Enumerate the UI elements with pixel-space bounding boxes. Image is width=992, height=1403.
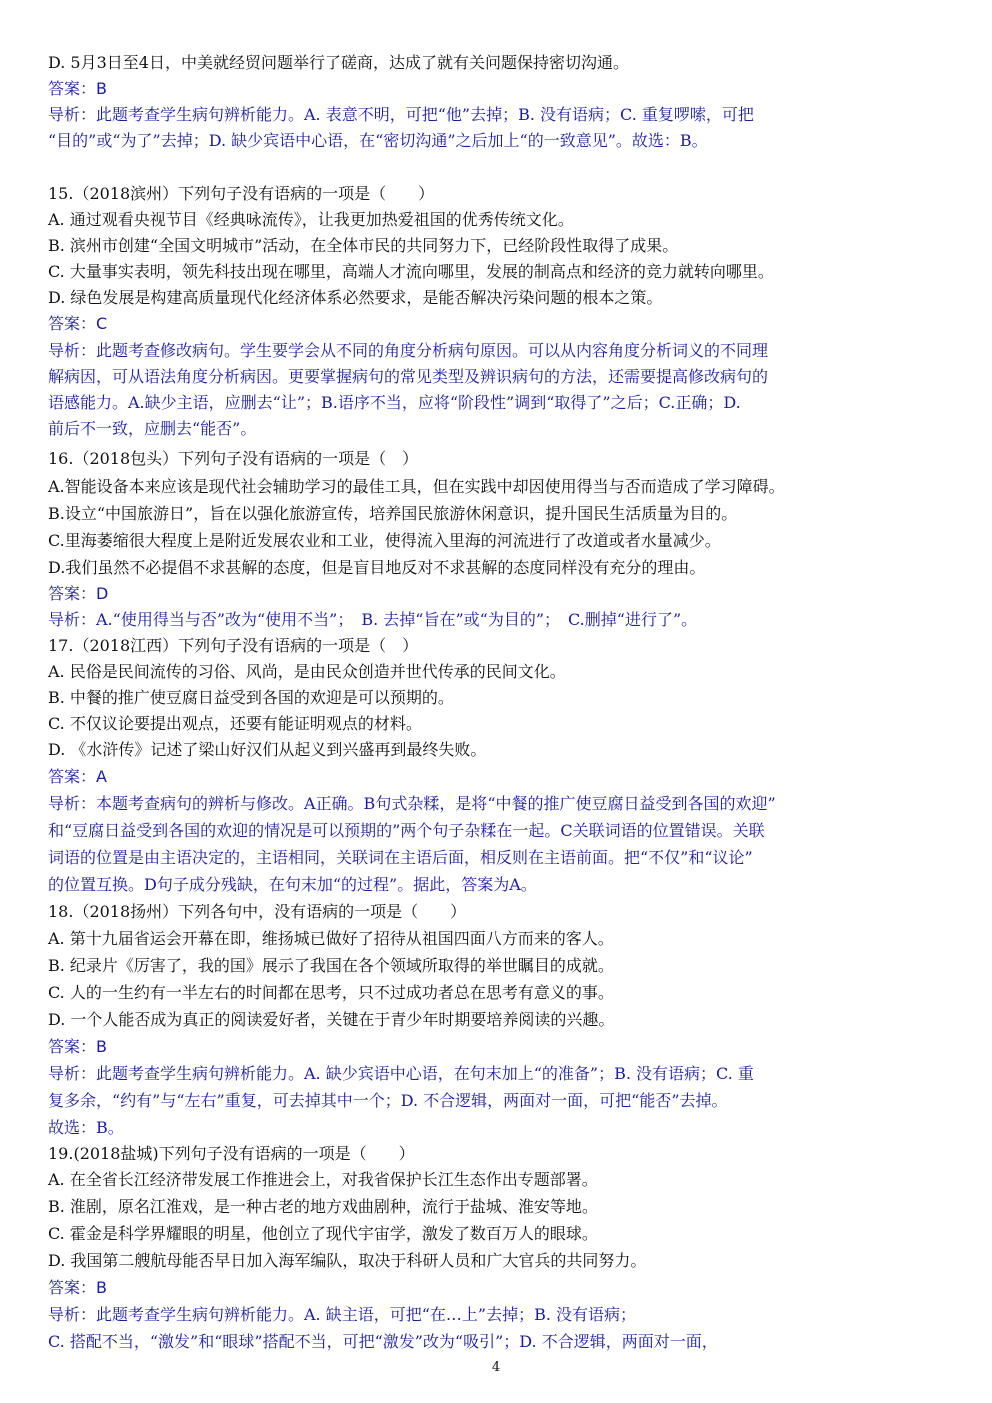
analysis-line: 复多余，“约有”与“左右”重复，可去掉其中一个；D. 不合逻辑，两面对一面，可把“能否”去掉。: [48, 1091, 728, 1110]
analysis-line: 导析：此题考查学生病句辨析能力。A. 表意不明，可把“他”去掉；B. 没有语病；C. 重复啰嗦，可把: [48, 105, 754, 124]
analysis-line: 语感能力。A.缺少主语，应删去“让”；B.语序不当，应将“阶段性”调到“取得了”之后；C.正确；D.: [48, 393, 741, 412]
option-line: B. 淮剧，原名江淮戏，是一种古老的地方戏曲剧种，流行于盐城、淮安等地。: [48, 1197, 598, 1216]
answer-line: 答案：B: [48, 79, 107, 98]
analysis-line: “目的”或“为了”去掉；D. 缺少宾语中心语，在“密切沟通”之后加上“的一致意见”。故选：B。: [48, 131, 708, 150]
option-line: A. 通过观看央视节目《经典咏流传》，让我更加热爱祖国的优秀传统文化。: [48, 210, 574, 229]
option-line: C.里海萎缩很大程度上是附近发展农业和工业，使得流入里海的河流进行了改道或者水量减少。: [48, 531, 721, 550]
option-line: D. 绿色发展是构建高质量现代化经济体系必然要求，是能否解决污染问题的根本之策。: [48, 288, 663, 307]
analysis-line: 导析：此题考查修改病句。学生要学会从不同的角度分析病句原因。可以从内容角度分析词义的不同理: [48, 341, 769, 360]
question-title: 16.（2018包头）下列句子没有语病的一项是（ ）: [48, 449, 419, 468]
answer-line: 答案：B: [48, 1037, 107, 1056]
question-title: 19.(2018盐城)下列句子没有语病的一项是（ ）: [48, 1144, 415, 1163]
page-number: 4: [491, 1360, 501, 1375]
analysis-line: 导析：A.“使用得当与否”改为“使用不当”； B. 去掉“旨在”或“为目的”； C.删掉“进行了”。: [48, 610, 698, 629]
option-line: C. 人的一生约有一半左右的时间都在思考，只不过成功者总在思考有意义的事。: [48, 983, 614, 1002]
analysis-line: 前后不一致，应删去“能否”。: [48, 419, 257, 438]
option-line: A.智能设备本来应该是现代社会辅助学习的最佳工具，但在实践中却因使用得当与否而造成了学习障碍。: [48, 477, 785, 496]
analysis-line: 和“豆腐日益受到各国的欢迎的情况是可以预期的”两个句子杂糅在一起。C关联词语的位置错误。关联: [48, 821, 765, 840]
option-line: B. 中餐的推广使豆腐日益受到各国的欢迎是可以预期的。: [48, 688, 454, 707]
option-line: A. 在全省长江经济带发展工作推进会上，对我省保护长江生态作出专题部署。: [48, 1170, 598, 1189]
option-line: B. 滨州市创建“全国文明城市”活动，在全体市民的共同努力下，已经阶段性取得了成果。: [48, 236, 679, 255]
analysis-line: 词语的位置是由主语决定的，主语相同，关联词在主语后面，相反则在主语前面。把“不仅”和“议论”: [48, 848, 753, 867]
option-line: D.我们虽然不必提倡不求甚解的态度，但是盲目地反对不求甚解的态度同样没有充分的理由。: [48, 558, 706, 577]
option-line: B. 纪录片《厉害了，我的国》展示了我国在各个领域所取得的举世瞩目的成就。: [48, 956, 614, 975]
analysis-line: 导析：此题考查学生病句辨析能力。A. 缺主语，可把“在…上”去掉；B. 没有语病；: [48, 1305, 637, 1324]
option-line: C. 霍金是科学界耀眼的明星，他创立了现代宇宙学，激发了数百万人的眼球。: [48, 1224, 598, 1243]
analysis-line: 导析：本题考查病句的辨析与修改。A正确。B句式杂糅，是将“中餐的推广使豆腐日益受到各国的欢迎”: [48, 794, 776, 813]
answer-line: 答案：B: [48, 1278, 107, 1297]
option-line: B.设立“中国旅游日”，旨在以强化旅游宣传，培养国民旅游休闲意识，提升国民生活质量为目的。: [48, 504, 738, 523]
analysis-line: 的位置互换。D句子成分残缺，在句末加“的过程”。据此，答案为A。: [48, 875, 537, 894]
answer-line: 答案：A: [48, 767, 107, 786]
option-line: C. 不仅议论要提出观点，还要有能证明观点的材料。: [48, 714, 422, 733]
option-line: D. 《水浒传》记述了梁山好汉们从起义到兴盛再到最终失败。: [48, 740, 487, 759]
option-line: A. 第十九届省运会开幕在即，维扬城已做好了招待从祖国四面八方而来的客人。: [48, 929, 614, 948]
question-title: 18.（2018扬州）下列各句中，没有语病的一项是（ ）: [48, 902, 467, 921]
analysis-line: 导析：此题考查学生病句辨析能力。A. 缺少宾语中心语，在句末加上“的准备”；B. 没有语病；C. 重: [48, 1064, 754, 1083]
option-line: D. 一个人能否成为真正的阅读爱好者，关键在于青少年时期要培养阅读的兴趣。: [48, 1010, 615, 1029]
text-line: D. 5月3日至4日，中美就经贸问题举行了磋商，达成了就有关问题保持密切沟通。: [48, 53, 629, 72]
analysis-line: 解病因，可从语法角度分析病因。更要掌握病句的常见类型及辨识病句的方法，还需要提高修改病句的: [48, 367, 769, 386]
answer-line: 答案：D: [48, 584, 109, 603]
question-title: 17.（2018江西）下列句子没有语病的一项是（ ）: [48, 636, 419, 655]
analysis-line: 故选：B。: [48, 1118, 124, 1137]
answer-line: 答案：C: [48, 314, 108, 333]
option-line: A. 民俗是民间流传的习俗、风尚，是由民众创造并世代传承的民间文化。: [48, 662, 566, 681]
analysis-line: C. 搭配不当，“激发”和“眼球”搭配不当，可把“激发”改为“吸引”；D. 不合逻辑，两面对一面，: [48, 1332, 718, 1351]
option-line: C. 大量事实表明，领先科技出现在哪里，高端人才流向哪里，发展的制高点和经济的竞力就转向哪里。: [48, 262, 774, 281]
option-line: D. 我国第二艘航母能否早日加入海军编队，取决于科研人员和广大官兵的共同努力。: [48, 1251, 647, 1270]
question-title: 15.（2018滨州）下列句子没有语病的一项是（ ）: [48, 184, 435, 203]
